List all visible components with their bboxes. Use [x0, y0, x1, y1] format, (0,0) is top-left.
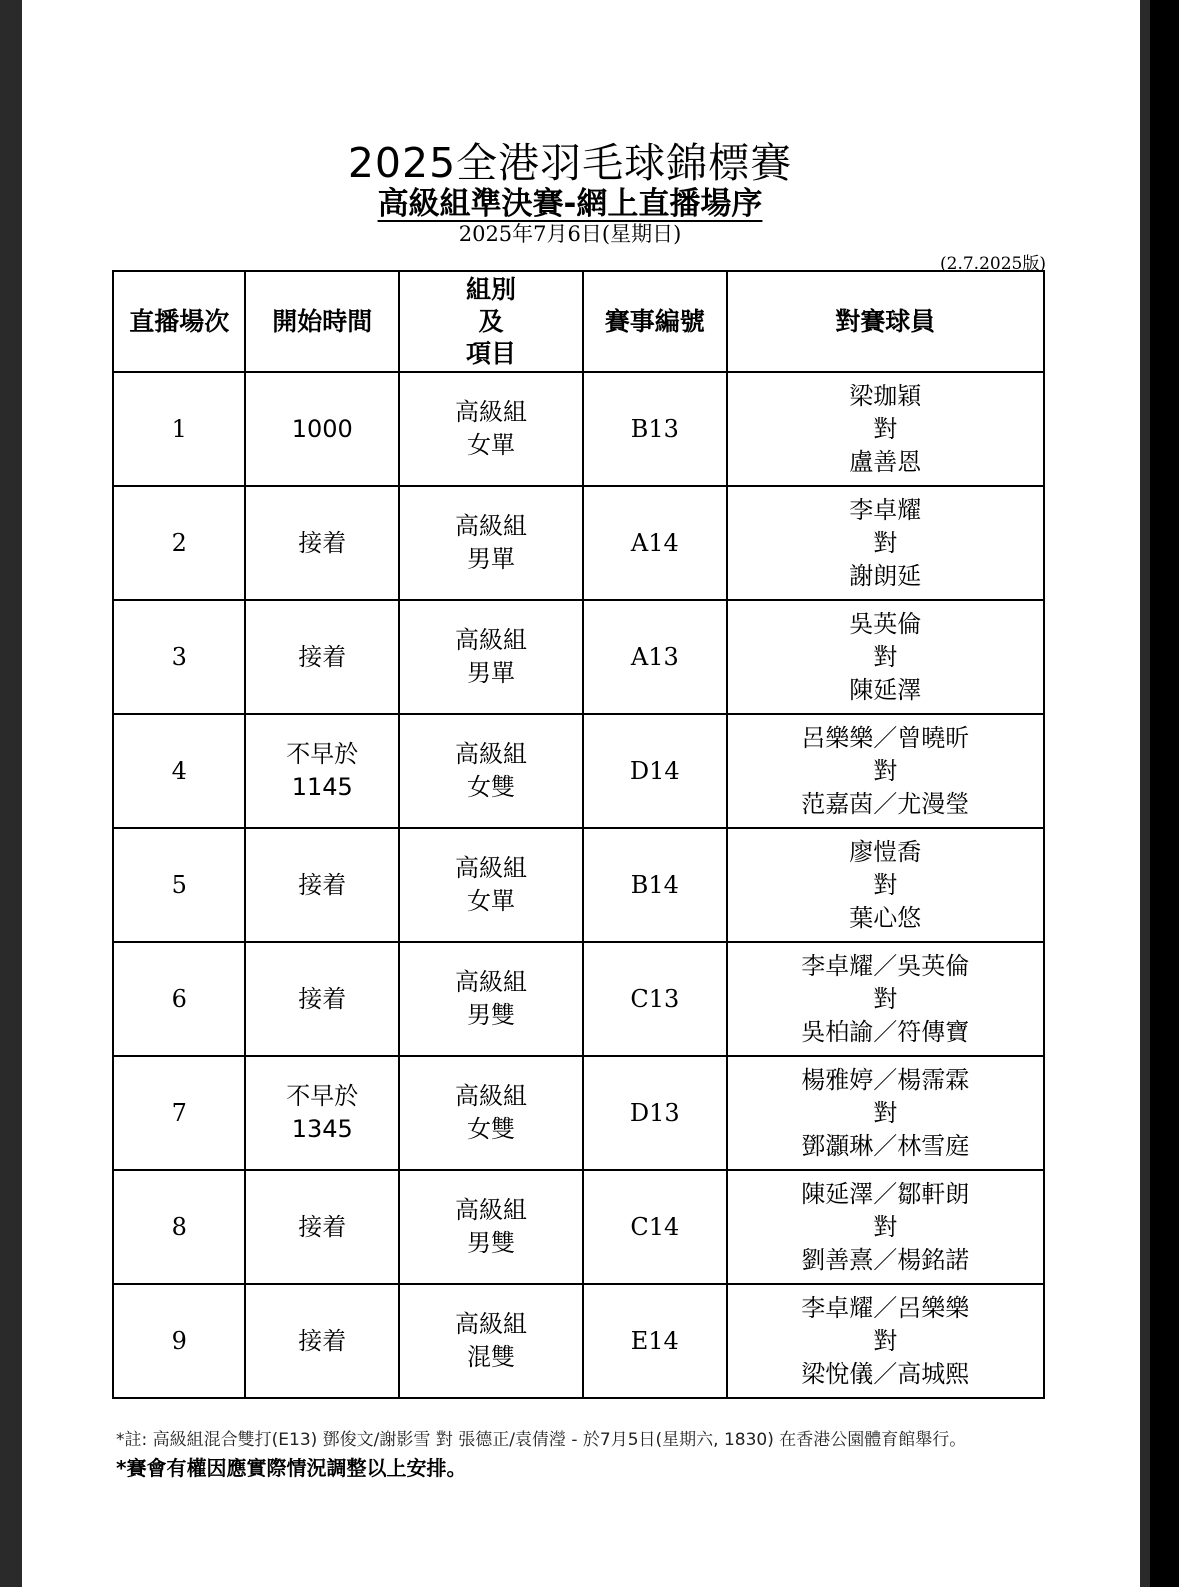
category-group: 高級組 — [455, 626, 528, 654]
cell-start-time — [245, 372, 399, 486]
player-side-2: 梁悅儀／高城熙 — [801, 1359, 970, 1388]
cell-players — [727, 828, 1044, 942]
cell-players — [727, 1056, 1044, 1170]
footnote-disclaimer: *賽會有權因應實際情況調整以上安排。 — [116, 1456, 467, 1480]
player-side-1: 廖愷喬 — [849, 837, 922, 866]
header-match-no: 賽事編號 — [583, 271, 727, 372]
cell-match-no: B14 — [583, 828, 727, 942]
cell-start-time — [245, 1170, 399, 1284]
player-side-2: 吳柏諭／符傳寶 — [801, 1017, 970, 1046]
cell-order: 6 — [113, 942, 245, 1056]
versus-label: 對 — [873, 756, 898, 785]
cell-players — [727, 600, 1044, 714]
versus-label: 對 — [873, 1098, 898, 1127]
player-side-1: 吳英倫 — [849, 609, 922, 638]
cell-order: 1 — [113, 372, 245, 486]
versus-label: 對 — [873, 414, 898, 443]
category-event: 男單 — [467, 545, 516, 573]
cell-players — [727, 486, 1044, 600]
schedule-date: 2025年7月6日(星期日) — [458, 222, 682, 246]
cell-category — [399, 600, 583, 714]
cell-order: 5 — [113, 828, 245, 942]
category-event: 男雙 — [467, 1229, 516, 1257]
cell-start-time — [245, 486, 399, 600]
cell-start-time — [245, 1056, 399, 1170]
category-event: 女雙 — [467, 1115, 516, 1143]
versus-label: 對 — [873, 642, 898, 671]
schedule-table — [112, 270, 1045, 1399]
table-row — [113, 714, 1044, 828]
cell-category — [399, 714, 583, 828]
start-time-line1: 不早於 — [286, 740, 359, 768]
version-label: (2.7.2025版) — [940, 254, 1046, 274]
category-group: 高級組 — [455, 1082, 528, 1110]
cell-match-no: D14 — [583, 714, 727, 828]
versus-label: 對 — [873, 870, 898, 899]
start-time-line1: 接着 — [298, 984, 347, 1013]
cell-order: 2 — [113, 486, 245, 600]
table-row — [113, 486, 1044, 600]
cell-start-time — [245, 600, 399, 714]
cell-category — [399, 486, 583, 600]
player-side-1: 李卓耀／吳英倫 — [801, 951, 970, 980]
table-row — [113, 600, 1044, 714]
versus-label: 對 — [873, 1212, 898, 1241]
player-side-2: 劉善熹／楊銘諾 — [801, 1245, 970, 1274]
table-row — [113, 1056, 1044, 1170]
cell-players — [727, 1170, 1044, 1284]
category-event: 男雙 — [467, 1001, 516, 1029]
cell-match-no: B13 — [583, 372, 727, 486]
footnote-e13: *註: 高級組混合雙打(E13) 鄧俊文/謝影雪 對 張德正/袁倩瀅 - 於7月5日(星期六, 1830) 在香港公園體育館舉行。 — [116, 1430, 967, 1450]
cell-category — [399, 942, 583, 1056]
header-category-line1: 組別 — [466, 274, 517, 304]
header-start-time: 開始時間 — [245, 271, 399, 372]
cell-match-no: C14 — [583, 1170, 727, 1284]
cell-order: 7 — [113, 1056, 245, 1170]
category-event: 女雙 — [467, 773, 516, 801]
versus-label: 對 — [873, 528, 898, 557]
cell-players — [727, 372, 1044, 486]
versus-label: 對 — [873, 1326, 898, 1355]
cell-start-time — [245, 1284, 399, 1398]
category-group: 高級組 — [455, 968, 528, 996]
header-category-line2: 及 — [478, 306, 504, 336]
table-row — [113, 942, 1044, 1056]
cell-match-no: D13 — [583, 1056, 727, 1170]
header-players: 對賽球員 — [727, 271, 1044, 372]
cell-start-time — [245, 942, 399, 1056]
start-time-line1: 接着 — [298, 1212, 347, 1241]
start-time-line1: 接着 — [298, 642, 347, 671]
category-group: 高級組 — [455, 398, 528, 426]
player-side-1: 梁珈穎 — [849, 381, 922, 410]
category-group: 高級組 — [455, 512, 528, 540]
versus-label: 對 — [873, 984, 898, 1013]
header-category-line3: 項目 — [466, 338, 517, 368]
document-subtitle — [0, 178, 1140, 223]
cell-category — [399, 372, 583, 486]
table-row — [113, 372, 1044, 486]
player-side-1: 呂樂樂／曾曉昕 — [801, 723, 970, 752]
start-time-line1: 不早於 — [286, 1082, 359, 1110]
cell-order: 3 — [113, 600, 245, 714]
header-category — [399, 271, 583, 372]
start-time-line1: 接着 — [298, 870, 347, 899]
cell-category — [399, 1056, 583, 1170]
cell-match-no: C13 — [583, 942, 727, 1056]
cell-players — [727, 1284, 1044, 1398]
category-group: 高級組 — [455, 1196, 528, 1224]
cell-category — [399, 828, 583, 942]
viewer-scrollbar[interactable] — [1150, 0, 1179, 1587]
start-time-line2: 1145 — [291, 773, 353, 801]
cell-start-time — [245, 714, 399, 828]
category-event: 女單 — [467, 431, 516, 459]
cell-match-no: E14 — [583, 1284, 727, 1398]
cell-players — [727, 942, 1044, 1056]
cell-order: 8 — [113, 1170, 245, 1284]
start-time-line1: 接着 — [298, 1326, 347, 1355]
cell-category — [399, 1170, 583, 1284]
table-header-row — [113, 271, 1044, 372]
cell-start-time — [245, 828, 399, 942]
start-time-line1: 接着 — [298, 528, 347, 557]
cell-category — [399, 1284, 583, 1398]
category-event: 女單 — [467, 887, 516, 915]
cell-order: 9 — [113, 1284, 245, 1398]
header-order: 直播場次 — [113, 271, 245, 372]
category-event: 男單 — [467, 659, 516, 687]
player-side-1: 楊雅婷／楊霈霖 — [801, 1065, 970, 1094]
start-time-line1: 1000 — [291, 414, 353, 443]
player-side-1: 李卓耀 — [849, 495, 922, 524]
category-group: 高級組 — [455, 740, 528, 768]
category-event: 混雙 — [467, 1343, 516, 1371]
category-group: 高級組 — [455, 854, 528, 882]
cell-match-no: A14 — [583, 486, 727, 600]
subtitle-text: 高級組準決賽-網上直播場序 — [377, 186, 763, 222]
start-time-line2: 1345 — [291, 1115, 353, 1143]
cell-order: 4 — [113, 714, 245, 828]
player-side-2: 謝朗延 — [849, 561, 922, 590]
cell-players — [727, 714, 1044, 828]
player-side-1: 李卓耀／呂樂樂 — [801, 1293, 970, 1322]
document-title: 2025全港羽毛球錦標賽 — [347, 139, 793, 187]
player-side-2: 鄧灝琳／林雪庭 — [801, 1131, 970, 1160]
player-side-2: 范嘉茵／尤漫瑩 — [801, 789, 970, 818]
category-group: 高級組 — [455, 1310, 528, 1338]
player-side-2: 盧善恩 — [849, 447, 922, 476]
cell-match-no: A13 — [583, 600, 727, 714]
table-row — [113, 1170, 1044, 1284]
table-row — [113, 1284, 1044, 1398]
player-side-2: 葉心悠 — [849, 903, 922, 932]
table-row — [113, 828, 1044, 942]
player-side-2: 陳延澤 — [849, 675, 922, 704]
player-side-1: 陳延澤／鄒軒朗 — [801, 1179, 970, 1208]
